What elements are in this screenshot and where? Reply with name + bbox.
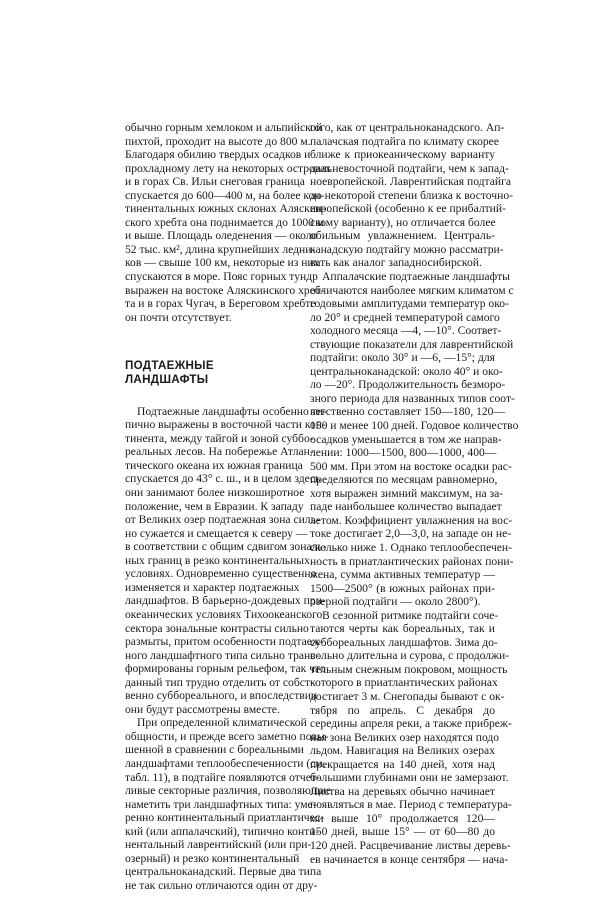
text-line: Подтаежные ландшафты особенно ти- — [137, 404, 327, 418]
text-line: подтайги: около 30° и —6, —15°; для — [310, 351, 495, 365]
text-line: они будут рассмотрены вместе. — [125, 702, 280, 716]
text-line: При определенной климатической — [137, 716, 307, 730]
text-line: в соответствии с общим сдвигом зональ- — [125, 540, 327, 554]
text-line: зного периода для названных типов соот- — [310, 391, 515, 405]
text-line: ренно континентальный приатлантичес- — [125, 811, 325, 825]
text-line: пично выражены в восточной части кон- — [125, 418, 326, 432]
paragraph — [310, 121, 513, 270]
text-line: та и в горах Чугач, в Береговом хребте — [125, 297, 316, 311]
text-line: пихтой, проходит на высоте до 800 м. — [125, 134, 311, 148]
text-line: озерный) и резко континентальный — [125, 851, 300, 865]
text-line: льдом. Навигация на Великих озерах — [310, 744, 495, 758]
text-line: и в горах Св. Ильи снеговая граница — [125, 175, 305, 189]
text-line: европейской (особенно к ее прибалтий- — [310, 202, 506, 216]
text-line: океанических условиях Тихоокеанского — [125, 607, 323, 621]
text-line: годовыми амплитудами температур око- — [310, 297, 509, 311]
text-line: вать как аналог западносибирской. — [310, 256, 482, 270]
text-line: тинента, между тайгой и зоной суббо- — [125, 431, 314, 445]
text-line: жена, сумма активных температур — — [310, 568, 495, 582]
text-line: ливые секторные различия, позволяющие — [125, 784, 332, 798]
text-line: условиях. Одновременно существенно — [125, 567, 317, 581]
text-line: скому варианту), но отличается более — [310, 215, 496, 229]
text-line: середины апреля реки, а также прибреж- — [310, 717, 512, 731]
text-line: но сужается и смещается к северу — — [125, 526, 308, 540]
text-line: и выше. Площадь оледенения — около — [125, 229, 318, 243]
text-line: тельным снежным покровом, мощность — [310, 662, 508, 676]
text-line: 150 дней, выше 15° — от 60—80 до — [310, 825, 495, 839]
text-line: 120 дней. Расцвечивание листвы деревь- — [310, 838, 511, 852]
text-line: центральноканадский. Первые два типа — [125, 865, 322, 879]
text-line: Листва на деревьях обычно начинает — [310, 784, 495, 798]
text-line: обычно горным хемлоком и альпийской — [125, 121, 323, 134]
text-line: ландшафтов. В барьерно-дождевых при- — [125, 594, 326, 608]
text-line: изменяется и характер подтаежных — [125, 580, 300, 594]
text-line: 500 мм. При этом на востоке осадки рас- — [310, 459, 512, 473]
text-line: вольно длительна и сурова, с продолжи- — [310, 649, 510, 663]
text-line: 52 тыс. км², длина крупнейших ледни- — [125, 242, 316, 256]
text-line: ноевропейской. Лаврентийская подтайга — [310, 175, 512, 189]
paragraph — [125, 716, 332, 892]
text-line: спускается до 600—400 м, на более кон- — [125, 188, 325, 202]
text-line: В сезонной ритмике подтайги соче- — [322, 608, 499, 622]
text-line: большими глубинами они не замерзают. — [310, 771, 509, 785]
text-line: нентальный лаврентийский (или при- — [125, 838, 312, 852]
text-line: они занимают более низкоширотное — [125, 486, 305, 500]
text-line: 1500—2500° (в южных районах при- — [310, 581, 495, 595]
text-line: токе достигает 2,0—3,0, на западе он не- — [310, 527, 512, 541]
text-line: ность в приатлантических районах пони- — [310, 554, 514, 568]
text-line: гого, как от центральноканадского. Ап- — [310, 121, 505, 134]
text-line: положение, чем в Евразии. К западу — [125, 499, 304, 513]
text-line: ландшафтами теплообеспеченности (см. — [125, 756, 326, 770]
text-line: ветственно составляет 150—180, 120— — [310, 405, 506, 419]
text-line: осадков уменьшается в том же направ- — [310, 432, 502, 446]
text-line: обильным увлажнением. Централь- — [310, 229, 495, 243]
text-line: не так сильно отличаются один от дру- — [125, 878, 318, 892]
text-line: ло —20°. Продолжительность безморо- — [310, 378, 506, 392]
text-line: Благодаря обилию твердых осадков и — [125, 148, 311, 162]
text-line: венно суббореального, и впоследствии — [125, 689, 318, 703]
text-line: достигает 3 м. Снегопады бывают с ок- — [310, 689, 505, 703]
text-line: от Великих озер подтаежная зона силь- — [125, 513, 320, 527]
text-line: наметить три ландшафтных типа: уме- — [125, 797, 317, 811]
text-line: сколько ниже 1. Однако теплообеспечен- — [310, 540, 512, 554]
text-line: таются черты как бореальных, так и — [310, 622, 495, 636]
text-line: ми выше 10° продолжается 120— — [310, 811, 495, 825]
text-line: шенной в сравнении с бореальными — [125, 743, 304, 757]
text-line: Аппалачские подтаежные ландшафты — [322, 270, 510, 284]
text-line: табл. 11), в подтайге появляются отчет- — [125, 770, 320, 784]
text-line: тября по апрель. С декабря до — [310, 703, 495, 717]
text-line: ков — свыше 100 км, некоторые из них — [125, 256, 320, 270]
right-column — [310, 121, 519, 866]
text-line: размыты, притом особенности подтаеж- — [125, 635, 324, 649]
text-line: ного ландшафтного типа сильно транс- — [125, 648, 320, 662]
text-line: ная зона Великих озер находятся подо — [310, 730, 500, 744]
text-line: летом. Коэффициент увлажнения на вос- — [310, 513, 513, 527]
text-line: появляться в мае. Период с температура- — [310, 798, 512, 812]
text-line: общности, и прежде всего заметно повы- — [125, 729, 329, 743]
paragraph — [310, 608, 512, 866]
text-line: ствующие показатели для лаврентийской — [310, 337, 514, 351]
text-line: холодного месяца —4, —10°. Соответ- — [310, 324, 502, 338]
section-heading: ПОДТАЕЖНЫЕ ЛАНДШАФТЫ — [125, 358, 214, 386]
text-line: формированы горным рельефом, так что — [125, 662, 326, 676]
spacer — [125, 324, 298, 338]
text-line: ло 20° и средней температурой самого — [310, 310, 500, 324]
text-line: палачская подтайга по климату скорее — [310, 134, 499, 148]
text-line: данный тип трудно отделить от собст- — [125, 675, 314, 689]
paragraph — [125, 404, 327, 717]
text-line: суббореальных ландшафтов. Зима до- — [310, 635, 498, 649]
text-line: до некоторой степени близка к восточно- — [310, 188, 513, 202]
text-line: ского хребта она поднимается до 1000 м — [125, 215, 325, 229]
text-line: паде наибольшее количество выпадает — [310, 500, 502, 514]
text-line: выражен на востоке Аляскинского хреб- — [125, 283, 325, 297]
text-line: центральноканадской: около 40° и око- — [310, 364, 503, 378]
text-line: кий (или аппалачский), типично конти- — [125, 824, 320, 838]
text-line: спускаются в море. Пояс горных тундр — [125, 270, 318, 284]
left-column — [125, 121, 332, 892]
text-line: дальневосточной подтайги, чем к запад- — [310, 161, 509, 175]
text-line: тического океана их южная граница — [125, 458, 303, 472]
text-line: озерной подтайги — около 2800°). — [310, 595, 481, 609]
text-line: прохладному лету на некоторых островах — [125, 161, 332, 175]
text-line: пределяются по месяцам равномерно, — [310, 473, 498, 487]
text-line: ев начинается в конце сентября — нача- — [310, 852, 509, 866]
text-line: прекращается на 140 дней, хотя над — [310, 757, 495, 771]
text-line: сектора зональные контрасты сильно — [125, 621, 309, 635]
text-line: ных границ в резко континентальных — [125, 553, 310, 567]
text-line: он почти отсутствует. — [125, 310, 232, 324]
text-line: лении: 1000—1500, 800—1000, 400— — [310, 446, 497, 460]
text-line: 150 и менее 100 дней. Годовое количество — [310, 419, 519, 433]
text-line: ближе к приокеаническому варианту — [310, 148, 495, 162]
text-line: которого в приатлантических районах — [310, 676, 498, 690]
text-line: тинентальных южных склонах Аляскин- — [125, 202, 327, 216]
text-line: канадскую подтайгу можно рассматри- — [310, 242, 504, 256]
text-line: реальных лесов. На побережье Атлан- — [125, 445, 314, 459]
paragraph — [125, 121, 332, 324]
text-line: отличаются наиболее мягким климатом с — [310, 283, 514, 297]
text-line: спускается до 43° с. ш., и в целом здесь — [125, 472, 321, 486]
paragraph — [310, 270, 519, 609]
text-line: хотя выражен зимний максимум, на за- — [310, 486, 504, 500]
